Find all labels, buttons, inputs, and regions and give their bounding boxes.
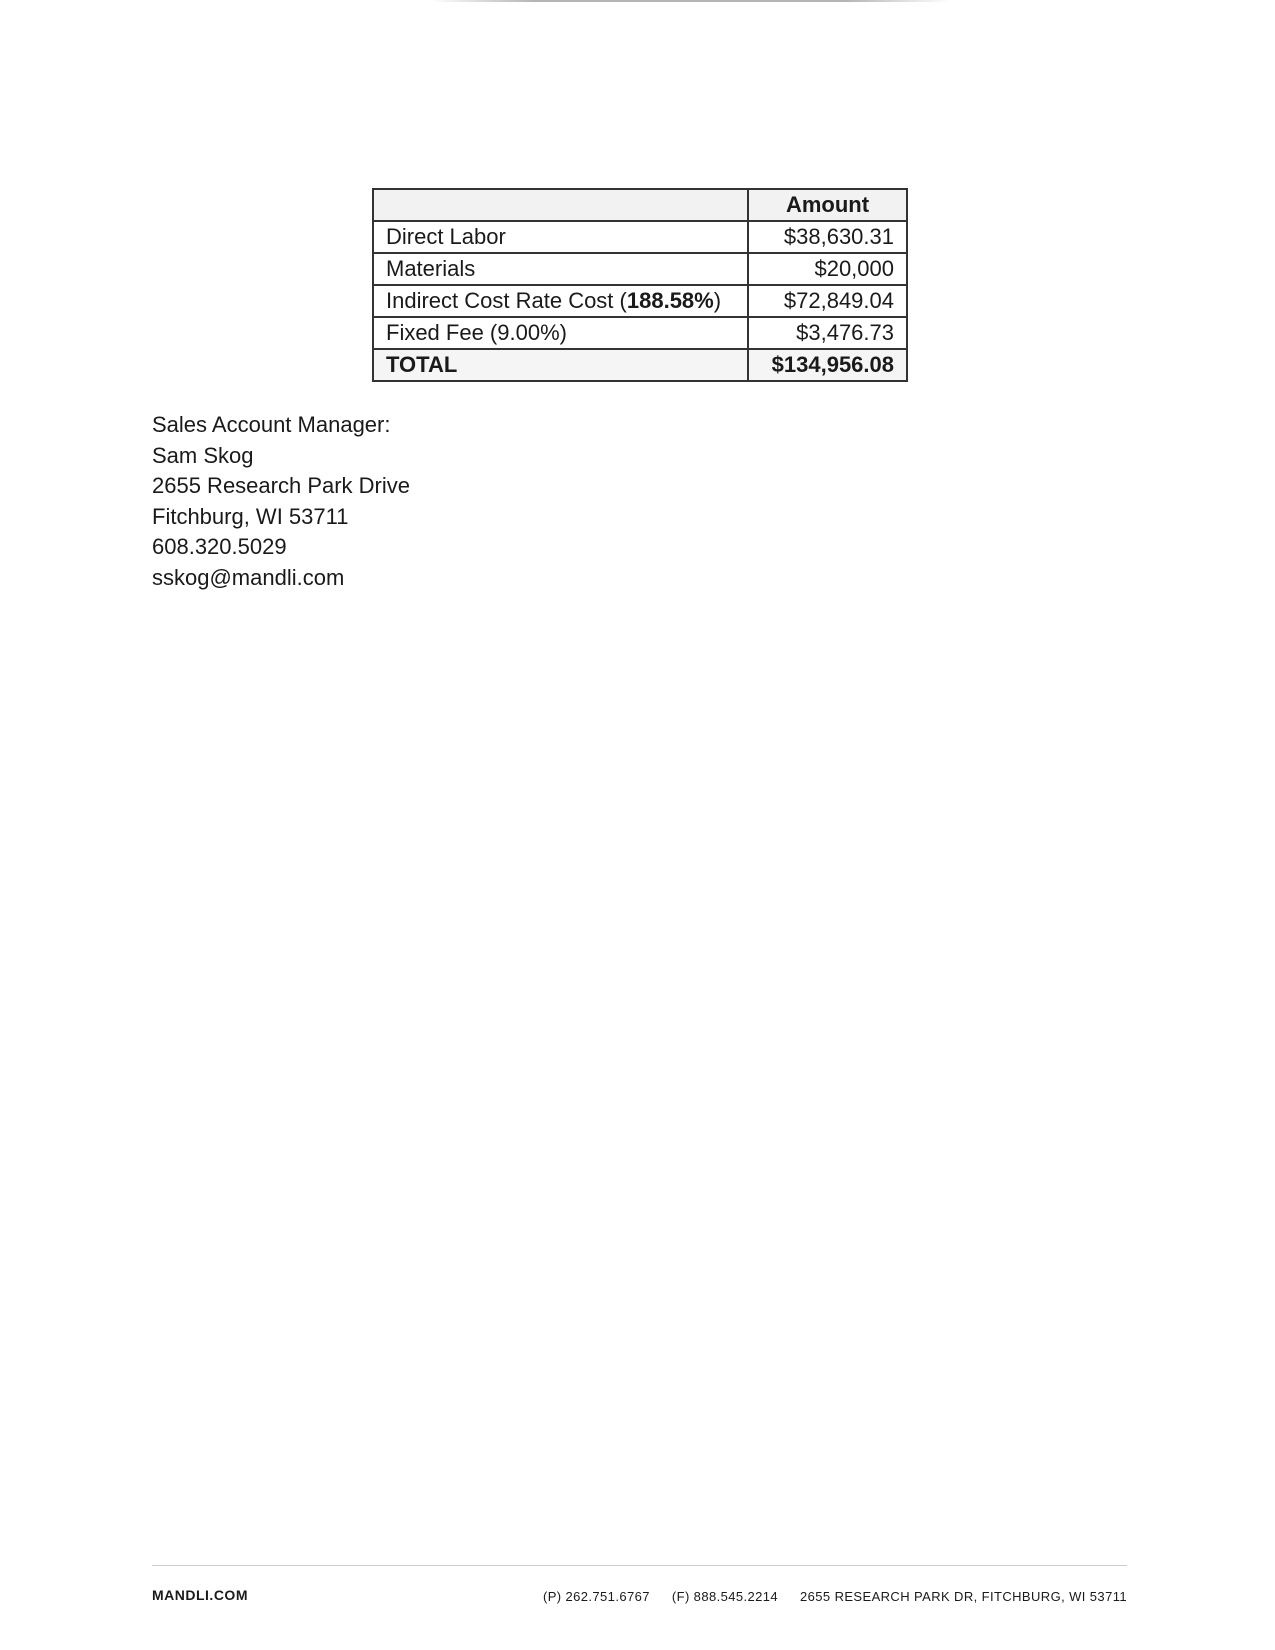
contact-street: 2655 Research Park Drive — [152, 473, 411, 498]
footer-address: 2655 RESEARCH PARK DR, FITCHBURG, WI 53711 — [800, 1589, 1127, 1604]
contact-phone: 608.320.5029 — [152, 534, 287, 559]
contact-name: Sam Skog — [152, 442, 254, 468]
table-row-materials — [373, 253, 907, 285]
footer-contact-info — [543, 1589, 1127, 1604]
total-amount: $134,956.08 — [748, 349, 907, 381]
row-label: Materials — [373, 253, 748, 285]
total-label: TOTAL — [373, 349, 748, 381]
indirect-label-suffix: ) — [713, 288, 722, 313]
table-row-direct-labor — [373, 221, 907, 253]
header-label-cell — [373, 189, 748, 221]
footer-divider — [152, 1565, 1127, 1566]
contact-city: Fitchburg, WI 53711 — [152, 503, 349, 529]
header-amount-cell: Amount — [748, 189, 907, 221]
table-row-indirect-cost — [373, 285, 907, 317]
indirect-rate-value: 188.58% — [626, 288, 714, 313]
footer-brand-link[interactable]: MANDLI.COM — [152, 1587, 248, 1603]
contact-block — [152, 410, 410, 593]
row-amount: $3,476.73 — [748, 317, 907, 349]
row-amount: $72,849.04 — [748, 285, 907, 317]
row-amount: $20,000 — [748, 253, 907, 285]
footer-fax: (F) 888.545.2214 — [671, 1589, 779, 1604]
contact-role: Sales Account Manager: — [152, 412, 391, 437]
contact-email[interactable]: sskog@mandli.com — [152, 564, 345, 590]
table-row-fixed-fee — [373, 317, 907, 349]
row-label: Fixed Fee (9.00%) — [373, 317, 748, 349]
row-label: Direct Labor — [373, 221, 748, 253]
cost-summary-table — [372, 188, 908, 382]
scan-edge-line — [430, 0, 950, 2]
table-row-total — [373, 349, 907, 381]
footer-phone: (P) 262.751.6767 — [542, 1589, 650, 1604]
indirect-label-prefix: Indirect Cost Rate Cost ( — [386, 288, 627, 313]
table-header-row — [373, 189, 907, 221]
row-label — [373, 285, 748, 317]
row-amount: $38,630.31 — [748, 221, 907, 253]
